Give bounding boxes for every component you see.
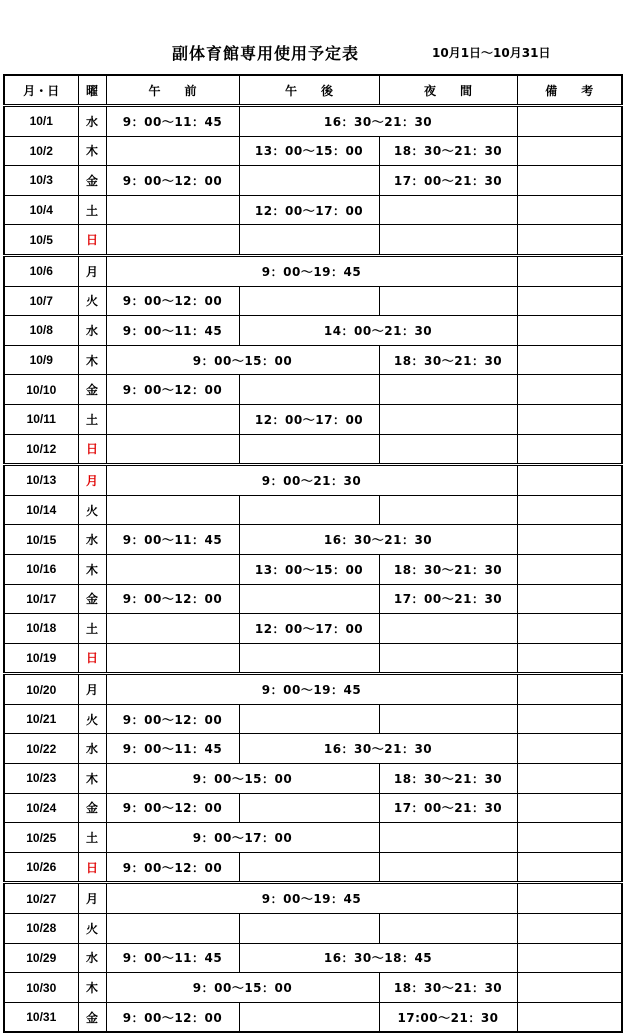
time-slot: 18：30～21：30 (379, 136, 517, 166)
time-slot (106, 136, 239, 166)
table-row (4, 614, 622, 644)
row-day-of-week: 水 (78, 316, 106, 346)
row-day-of-week: 土 (78, 195, 106, 225)
time-slot (239, 225, 379, 256)
row-day-of-week: 木 (78, 764, 106, 794)
table-row (4, 106, 622, 137)
time-slot (379, 823, 517, 853)
table-row (4, 434, 622, 465)
header-am: 午 前 (106, 75, 239, 106)
table-row (4, 943, 622, 973)
time-slot (379, 643, 517, 674)
date-range: 10月1日～10月31日 (432, 46, 551, 60)
table-row (4, 554, 622, 584)
row-date: 10/6 (4, 255, 78, 286)
row-date: 10/13 (4, 465, 78, 496)
time-slot (106, 225, 239, 256)
time-slot: 9：00～12：00 (106, 704, 239, 734)
row-day-of-week: 金 (78, 166, 106, 196)
row-day-of-week: 月 (78, 883, 106, 914)
time-slot (106, 495, 239, 525)
row-date: 10/24 (4, 793, 78, 823)
row-day-of-week: 土 (78, 823, 106, 853)
time-slot (239, 166, 379, 196)
row-memo (517, 316, 622, 346)
row-day-of-week: 日 (78, 434, 106, 465)
row-date: 10/18 (4, 614, 78, 644)
row-date: 10/19 (4, 643, 78, 674)
row-day-of-week: 金 (78, 375, 106, 405)
row-date: 10/3 (4, 166, 78, 196)
time-slot (239, 286, 379, 316)
table-row (4, 525, 622, 555)
row-day-of-week: 日 (78, 852, 106, 883)
table-row (4, 166, 622, 196)
time-slot: 12：00～17：00 (239, 195, 379, 225)
row-memo (517, 465, 622, 496)
time-slot: 9：00～19：45 (106, 883, 517, 914)
row-day-of-week: 火 (78, 495, 106, 525)
time-slot (239, 1002, 379, 1032)
time-slot: 18：30～21：30 (379, 973, 517, 1003)
time-slot: 9：00～15：00 (106, 973, 379, 1003)
time-slot (379, 704, 517, 734)
time-slot: 16：30～21：30 (239, 106, 517, 137)
time-slot: 16：30～21：30 (239, 734, 517, 764)
table-row (4, 734, 622, 764)
row-date: 10/17 (4, 584, 78, 614)
time-slot: 9：00～11：45 (106, 316, 239, 346)
time-slot: 18：30～21：30 (379, 764, 517, 794)
time-slot (379, 495, 517, 525)
time-slot: 9：00～12：00 (106, 375, 239, 405)
time-slot: 17：00～21：30 (379, 166, 517, 196)
table-row (4, 883, 622, 914)
table-row (4, 852, 622, 883)
row-date: 10/5 (4, 225, 78, 256)
time-slot: 9：00～21：30 (106, 465, 517, 496)
row-day-of-week: 木 (78, 973, 106, 1003)
table-row (4, 404, 622, 434)
time-slot (379, 225, 517, 256)
header-dow: 曜 (78, 75, 106, 106)
time-slot: 9：00～12：00 (106, 166, 239, 196)
row-date: 10/2 (4, 136, 78, 166)
row-memo (517, 225, 622, 256)
row-memo (517, 883, 622, 914)
time-slot (106, 195, 239, 225)
time-slot: 9：00～15：00 (106, 345, 379, 375)
row-day-of-week: 金 (78, 584, 106, 614)
table-row (4, 286, 622, 316)
row-memo (517, 255, 622, 286)
row-day-of-week: 金 (78, 793, 106, 823)
time-slot (239, 793, 379, 823)
time-slot (379, 404, 517, 434)
row-date: 10/20 (4, 674, 78, 705)
time-slot: 18：30～21：30 (379, 345, 517, 375)
table-row (4, 195, 622, 225)
row-day-of-week: 火 (78, 914, 106, 944)
table-row (4, 823, 622, 853)
row-date: 10/26 (4, 852, 78, 883)
time-slot (106, 404, 239, 434)
row-date: 10/30 (4, 973, 78, 1003)
row-memo (517, 1002, 622, 1032)
time-slot (106, 434, 239, 465)
row-memo (517, 495, 622, 525)
time-slot (239, 704, 379, 734)
row-day-of-week: 火 (78, 286, 106, 316)
row-memo (517, 614, 622, 644)
row-memo (517, 195, 622, 225)
table-row (4, 674, 622, 705)
row-date: 10/15 (4, 525, 78, 555)
time-slot (239, 914, 379, 944)
header-night: 夜 間 (379, 75, 517, 106)
row-memo (517, 764, 622, 794)
row-date: 10/29 (4, 943, 78, 973)
row-memo (517, 852, 622, 883)
row-memo (517, 136, 622, 166)
row-memo (517, 643, 622, 674)
time-slot: 13：00～15：00 (239, 136, 379, 166)
time-slot: 9：00～11：45 (106, 106, 239, 137)
time-slot (379, 375, 517, 405)
time-slot: 9：00～12：00 (106, 852, 239, 883)
time-slot (239, 495, 379, 525)
page-title: 副体育館専用使用予定表 (172, 44, 360, 63)
row-date: 10/1 (4, 106, 78, 137)
time-slot (379, 614, 517, 644)
time-slot: 18：30～21：30 (379, 554, 517, 584)
row-date: 10/12 (4, 434, 78, 465)
row-memo (517, 943, 622, 973)
time-slot: 14：00～21：30 (239, 316, 517, 346)
time-slot (239, 375, 379, 405)
row-memo (517, 793, 622, 823)
time-slot: 9：00～11：45 (106, 734, 239, 764)
table-row (4, 764, 622, 794)
time-slot: 9：00～12：00 (106, 286, 239, 316)
time-slot (379, 434, 517, 465)
row-date: 10/16 (4, 554, 78, 584)
time-slot: 9：00～11：45 (106, 943, 239, 973)
row-day-of-week: 土 (78, 404, 106, 434)
time-slot: 12：00～17：00 (239, 404, 379, 434)
time-slot (106, 643, 239, 674)
table-row (4, 495, 622, 525)
row-day-of-week: 金 (78, 1002, 106, 1032)
row-memo (517, 434, 622, 465)
time-slot (239, 643, 379, 674)
time-slot: 9：00～15：00 (106, 764, 379, 794)
table-row (4, 465, 622, 496)
time-slot: 17:00～21：30 (379, 1002, 517, 1032)
row-memo (517, 286, 622, 316)
time-slot (239, 434, 379, 465)
table-row (4, 643, 622, 674)
row-memo (517, 914, 622, 944)
row-memo (517, 674, 622, 705)
row-date: 10/28 (4, 914, 78, 944)
row-date: 10/7 (4, 286, 78, 316)
row-date: 10/8 (4, 316, 78, 346)
header-date: 月・日 (4, 75, 78, 106)
time-slot: 13：00～15：00 (239, 554, 379, 584)
row-day-of-week: 日 (78, 225, 106, 256)
row-memo (517, 166, 622, 196)
row-memo (517, 823, 622, 853)
row-day-of-week: 月 (78, 465, 106, 496)
table-row (4, 136, 622, 166)
row-memo (517, 345, 622, 375)
time-slot (379, 195, 517, 225)
time-slot: 9：00～19：45 (106, 674, 517, 705)
time-slot: 17：00～21：30 (379, 793, 517, 823)
row-day-of-week: 月 (78, 255, 106, 286)
row-date: 10/27 (4, 883, 78, 914)
table-row (4, 255, 622, 286)
row-day-of-week: 木 (78, 136, 106, 166)
time-slot: 9：00～12：00 (106, 584, 239, 614)
row-memo (517, 375, 622, 405)
row-day-of-week: 水 (78, 525, 106, 555)
row-memo (517, 106, 622, 137)
row-day-of-week: 水 (78, 106, 106, 137)
time-slot (379, 286, 517, 316)
row-date: 10/23 (4, 764, 78, 794)
table-row (4, 704, 622, 734)
row-date: 10/14 (4, 495, 78, 525)
time-slot: 9：00～17：00 (106, 823, 379, 853)
row-memo (517, 584, 622, 614)
row-date: 10/22 (4, 734, 78, 764)
time-slot (239, 584, 379, 614)
row-memo (517, 554, 622, 584)
time-slot (106, 914, 239, 944)
time-slot: 12：00～17：00 (239, 614, 379, 644)
table-row (4, 225, 622, 256)
row-day-of-week: 火 (78, 704, 106, 734)
row-date: 10/31 (4, 1002, 78, 1032)
time-slot (239, 852, 379, 883)
row-day-of-week: 木 (78, 345, 106, 375)
table-row (4, 316, 622, 346)
time-slot (106, 614, 239, 644)
table-row (4, 973, 622, 1003)
time-slot: 9：00～12：00 (106, 793, 239, 823)
schedule-table (3, 74, 623, 1033)
row-date: 10/4 (4, 195, 78, 225)
row-day-of-week: 木 (78, 554, 106, 584)
time-slot: 16：30～18：45 (239, 943, 517, 973)
time-slot (106, 554, 239, 584)
row-day-of-week: 水 (78, 734, 106, 764)
row-memo (517, 973, 622, 1003)
table-row (4, 1002, 622, 1032)
time-slot (379, 852, 517, 883)
time-slot (379, 914, 517, 944)
row-memo (517, 704, 622, 734)
table-row (4, 793, 622, 823)
time-slot: 16：30～21：30 (239, 525, 517, 555)
header-memo: 備 考 (517, 75, 622, 106)
row-day-of-week: 日 (78, 643, 106, 674)
time-slot: 9：00～12：00 (106, 1002, 239, 1032)
table-header-row (4, 75, 622, 106)
table-row (4, 584, 622, 614)
row-day-of-week: 水 (78, 943, 106, 973)
row-date: 10/25 (4, 823, 78, 853)
table-row (4, 914, 622, 944)
table-row (4, 345, 622, 375)
row-day-of-week: 月 (78, 674, 106, 705)
time-slot: 9：00～11：45 (106, 525, 239, 555)
row-date: 10/9 (4, 345, 78, 375)
row-date: 10/11 (4, 404, 78, 434)
row-memo (517, 525, 622, 555)
row-memo (517, 734, 622, 764)
header-pm: 午 後 (239, 75, 379, 106)
row-date: 10/21 (4, 704, 78, 734)
row-memo (517, 404, 622, 434)
table-row (4, 375, 622, 405)
time-slot: 9：00～19：45 (106, 255, 517, 286)
row-day-of-week: 土 (78, 614, 106, 644)
row-date: 10/10 (4, 375, 78, 405)
time-slot: 17：00～21：30 (379, 584, 517, 614)
